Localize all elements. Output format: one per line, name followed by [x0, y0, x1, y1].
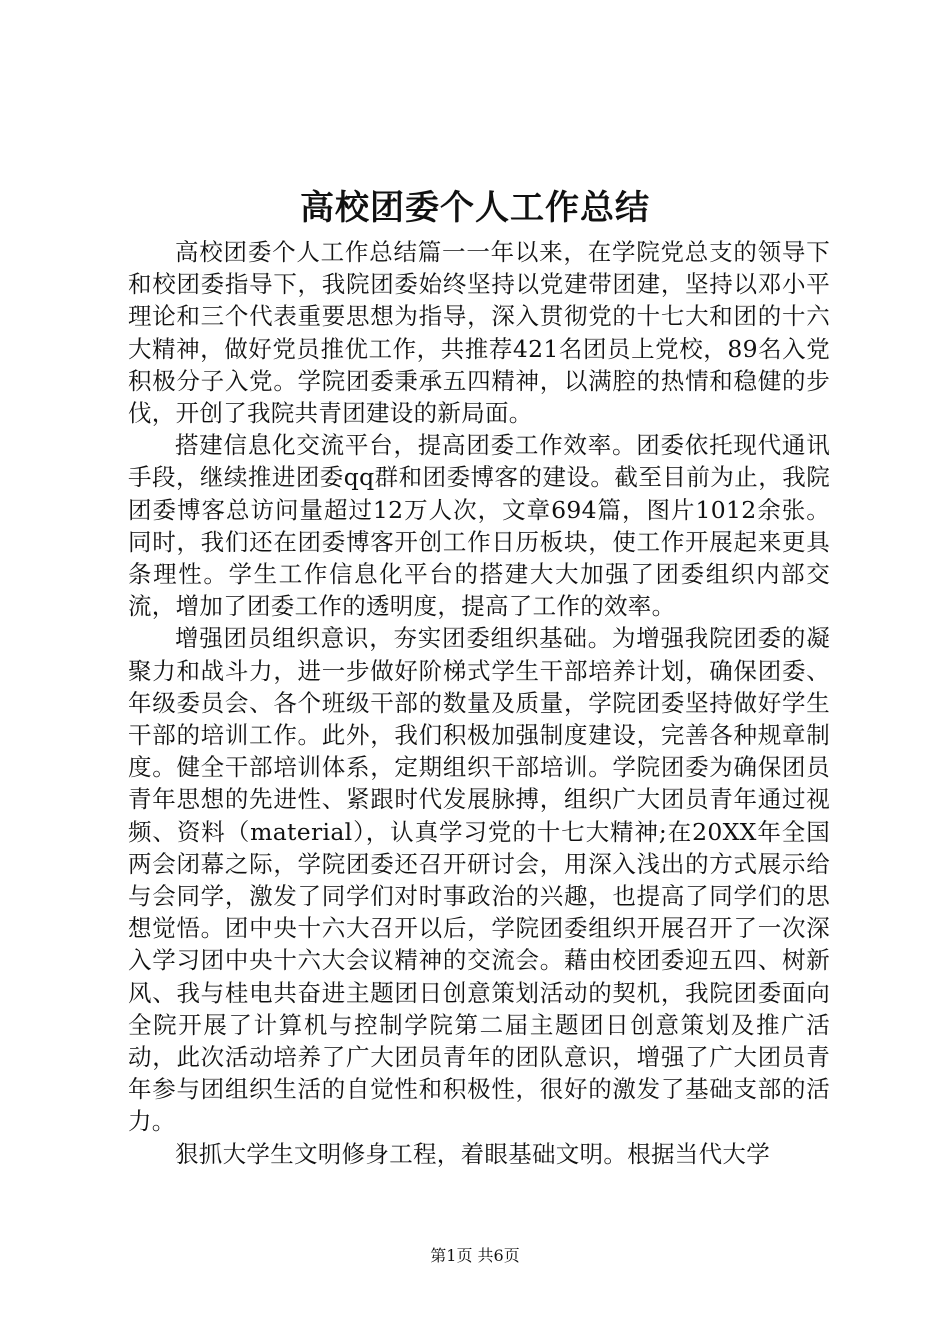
paragraph: 高校团委个人工作总结篇一一年以来，在学院党总支的领导下和校团委指导下，我院团委始终坚持以党建带团建，坚持以邓小平理论和三个代表重要思想为指导，深入贯彻党的十七大和团的十六大精神，做好党员推优工作，共推荐421名团员上党校，89名入党积极分子入党。学院团委秉承五四精神，以满腔的热情和稳健的步伐，开创了我院共青团建设的新局面。 — [128, 238, 830, 428]
paragraph: 搭建信息化交流平台，提高团委工作效率。团委依托现代通讯手段，继续推进团委qq群和团委博客的建设。截至目前为止，我院团委博客总访问量超过12万人次，文章694篇，图片1012余张。同时，我们还在团委博客开创工作日历板块，使工作开展起来更具条理性。学生工作信息化平台的搭建大大加强了团委组织内部交流，增加了团委工作的透明度，提高了工作的效率。 — [128, 431, 830, 621]
document-body — [128, 236, 830, 1170]
paragraph: 增强团员组织意识，夯实团委组织基础。为增强我院团委的凝聚力和战斗力，进一步做好阶梯式学生干部培养计划，确保团委、年级委员会、各个班级干部的数量及质量，学院团委坚持做好学生干部的培训工作。此外，我们积极加强制度建设，完善各种规章制度。健全干部培训体系，定期组织干部培训。学院团委为确保团员青年思想的先进性、紧跟时代发展脉搏，组织广大团员青年通过视频、资料（material），认真学习党的十七大精神;在20XX年全国两会闭幕之际，学院团委还召开研讨会，用深入浅出的方式展示给与会同学，激发了同学们对时事政治的兴趣，也提高了同学们的思想觉悟。团中央十六大召开以后，学院团委组织开展召开了一次深入学习团中央十六大会议精神的交流会。藉由校团委迎五四、树新风、我与桂电共奋进主题团日创意策划活动的契机，我院团委面向全院开展了计算机与控制学院第二届主题团日创意策划及推广活动，此次活动培养了广大团员青年的团队意识，增强了广大团员青年参与团组织生活的自觉性和积极性，很好的激发了基础支部的活力。 — [128, 624, 830, 1136]
paragraph: 狠抓大学生文明修身工程，着眼基础文明。根据当代大学 — [175, 1139, 770, 1168]
document-title: 高校团委个人工作总结 — [300, 188, 650, 228]
page-footer: 第1页 共6页 — [430, 1246, 520, 1265]
